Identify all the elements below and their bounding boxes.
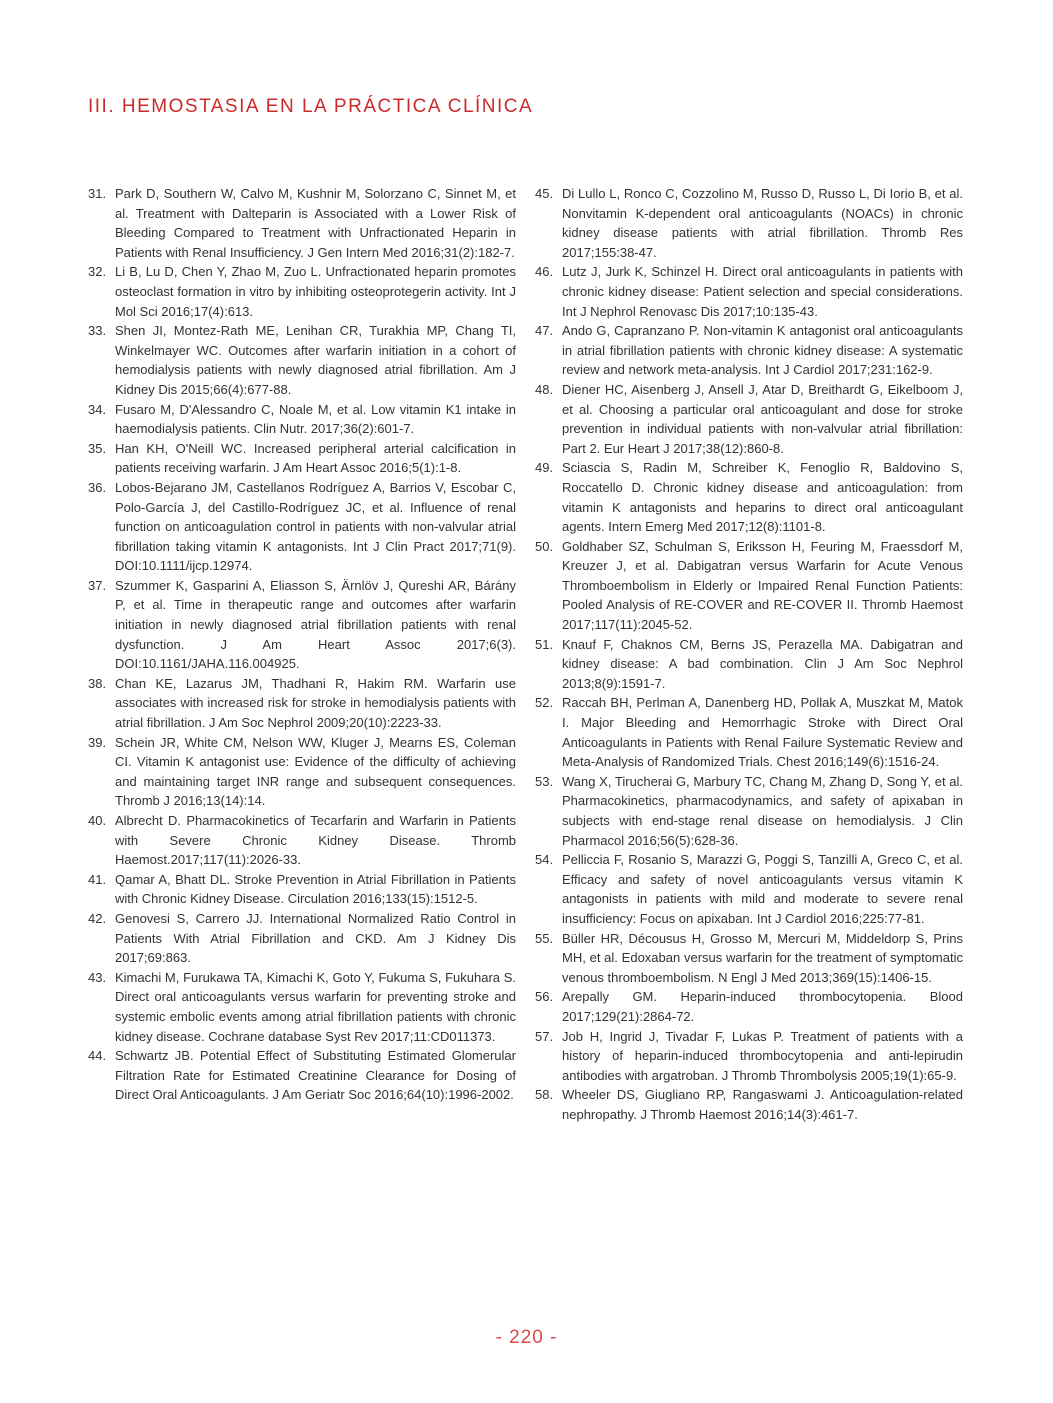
- reference-item: [88, 674, 516, 733]
- reference-item: [535, 458, 963, 536]
- reference-text: Büller HR, Décousus H, Grosso M, Mercuri M, Middeldorp S, Prins MH, et al. Edoxaban versus warfarin for the treatment of symptomatic venous thromboembolism. N Engl J Med 2013;369(15):1406-15.: [562, 930, 963, 985]
- reference-number: 56.: [535, 989, 554, 1005]
- reference-number: 35.: [88, 440, 107, 456]
- reference-item: [88, 400, 516, 439]
- reference-item: [88, 262, 516, 321]
- reference-item: [88, 321, 516, 399]
- reference-item: [535, 537, 963, 635]
- reference-number: 53.: [535, 773, 554, 789]
- reference-text: Chan KE, Lazarus JM, Thadhani R, Hakim RM. Warfarin use associates with increased risk for stroke in hemodialysis patients with atrial fibrillation. J Am Soc Nephrol 2009;20(10):2223-33.: [115, 675, 516, 731]
- reference-item: [88, 439, 516, 478]
- reference-item: [88, 576, 516, 674]
- reference-text: Goldhaber SZ, Schulman S, Eriksson H, Feuring M, Fraessdorf M, Kreuzer J, et al. Dabigatran versus Warfarin for Acute Venous Thromboembolism in Elderly or Impaired Renal Function Patients: Pooled Analysis of RE-COVER and RE-COVER II. Thromb Haemost 2017;117(11):2045-52.: [562, 538, 963, 633]
- reference-number: 31.: [88, 186, 107, 201]
- reference-text: Wang X, Tirucherai G, Marbury TC, Chang M, Zhang D, Song Y, et al. Pharmacokinetics, pharmacodynamics, and safety of apixaban in subjects with end-stage renal disease on hemodialysis. J Clin Pharmacol 2016;56(5):628-36.: [562, 773, 963, 848]
- reference-number: 42.: [88, 910, 107, 926]
- reference-text: Albrecht D. Pharmacokinetics of Tecarfarin and Warfarin in Patients with Severe Chronic Kidney Disease. Thromb Haemost.2017;117(11):2026-33.: [115, 813, 516, 868]
- reference-text: Diener HC, Aisenberg J, Ansell J, Atar D, Breithardt G, Eikelboom J, et al. Choosing a particular oral anticoagulant and dose for stroke prevention in individual patients with non-valvular atrial fibrillation: Part 2. Eur Heart J 2017;38(12):860-8.: [562, 381, 963, 456]
- reference-number: 45.: [535, 186, 554, 201]
- reference-number: 39.: [88, 734, 107, 750]
- reference-item: [535, 1085, 963, 1124]
- reference-text: Sciascia S, Radin M, Schreiber K, Fenoglio R, Baldovino S, Roccatello D. Chronic kidney disease and anticoagulation: from vitamin K antagonists and heparins to direct oral anticoagulant agents. Intern Emerg Med 2017;12(8):1101-8.: [562, 460, 963, 535]
- reference-item: [535, 635, 963, 694]
- references-right-column: [535, 184, 963, 1125]
- reference-item: [88, 478, 516, 576]
- reference-number: 36.: [88, 479, 107, 495]
- reference-text: Park D, Southern W, Calvo M, Kushnir M, Solorzano C, Sinnet M, et al. Treatment with Dalteparin is Associated with a Lower Risk of Bleeding Compared to Treatment with Unfractionated Heparin in Patients with Renal Insufficiency. J Gen Intern Med 2016;31(2):182-7.: [115, 186, 516, 260]
- reference-item: [535, 184, 963, 262]
- reference-number: 38.: [88, 675, 107, 691]
- reference-item: [88, 184, 516, 262]
- reference-item: [535, 693, 963, 771]
- section-header: III. HEMOSTASIA EN LA PRÁCTICA CLÍNICA: [88, 96, 534, 117]
- reference-text: Knauf F, Chaknos CM, Berns JS, Perazella MA. Dabigatran and kidney disease: A bad combination. Clin J Am Soc Nephrol 2013;8(9):1591-7.: [562, 636, 963, 691]
- reference-text: Arepally GM. Heparin-induced thrombocytopenia. Blood 2017;129(21):2864-72.: [562, 989, 963, 1024]
- reference-number: 55.: [535, 930, 554, 946]
- reference-number: 44.: [88, 1048, 107, 1064]
- reference-text: Job H, Ingrid J, Tivadar F, Lukas P. Treatment of patients with a history of heparin-induced thrombocytopenia and anti-lepirudin antibodies with argatroban. J Thromb Thrombolysis 2005;19(1):65-9.: [562, 1028, 963, 1083]
- reference-text: Schein JR, White CM, Nelson WW, Kluger J, Mearns ES, Coleman CI. Vitamin K antagonist use: Evidence of the difficulty of achieving and maintaining target INR range and subsequent consequences. Thromb J 2016;13(14):14.: [115, 734, 516, 809]
- reference-item: [535, 1027, 963, 1086]
- reference-number: 32.: [88, 264, 107, 280]
- reference-item: [88, 909, 516, 968]
- reference-text: Lutz J, Jurk K, Schinzel H. Direct oral anticoagulants in patients with chronic kidney disease: Patient selection and special considerations. Int J Nephrol Renovasc Dis 2017;10:135-43.: [562, 264, 963, 319]
- reference-number: 46.: [535, 264, 554, 280]
- reference-number: 52.: [535, 695, 554, 711]
- reference-number: 50.: [535, 538, 554, 554]
- reference-number: 40.: [88, 813, 107, 828]
- reference-item: [88, 733, 516, 811]
- reference-text: Raccah BH, Perlman A, Danenberg HD, Pollak A, Muszkat M, Matok I. Major Bleeding and Hemorrhagic Stroke with Direct Oral Anticoagulants in Patients with Renal Failure Systematic Review and Meta-Analysis of Randomized Trials. Chest 2016;149(6):1516-24.: [562, 695, 963, 770]
- reference-number: 58.: [535, 1087, 554, 1103]
- reference-item: [88, 870, 516, 909]
- reference-text: Li B, Lu D, Chen Y, Zhao M, Zuo L. Unfractionated heparin promotes osteoclast formation in vitro by inhibiting osteoprotegerin activity. Int J Mol Sci 2016;17(4):613.: [115, 264, 516, 319]
- reference-number: 33.: [88, 323, 107, 339]
- reference-number: 41.: [88, 871, 107, 887]
- reference-number: 54.: [535, 852, 554, 868]
- reference-text: Qamar A, Bhatt DL. Stroke Prevention in Atrial Fibrillation in Patients with Chronic Kidney Disease. Circulation 2016;133(15):1512-5.: [115, 871, 516, 907]
- reference-text: Fusaro M, D'Alessandro C, Noale M, et al. Low vitamin K1 intake in haemodialysis patients. Clin Nutr. 2017;36(2):601-7.: [115, 401, 516, 437]
- page-number: - 220 -: [495, 1327, 558, 1348]
- references-left-column: [88, 184, 516, 1105]
- reference-text: Kimachi M, Furukawa TA, Kimachi K, Goto Y, Fukuma S, Fukuhara S. Direct oral anticoagulants versus warfarin for preventing stroke and systemic embolic events among atrial fibrillation patients with chronic kidney disease. Cochrane database Syst Rev 2017;11:CD011373.: [115, 969, 516, 1044]
- reference-number: 48.: [535, 381, 554, 397]
- reference-item: [88, 968, 516, 1046]
- reference-text: Shen JI, Montez-Rath ME, Lenihan CR, Turakhia MP, Chang TI, Winkelmayer WC. Outcomes after warfarin initiation in a cohort of hemodialysis patients with newly diagnosed atrial fibrillation. Am J Kidney Dis 2015;66(4):677-88.: [115, 323, 516, 397]
- reference-item: [88, 811, 516, 870]
- reference-text: Pelliccia F, Rosanio S, Marazzi G, Poggi S, Tanzilli A, Greco C, et al. Efficacy and safety of novel anticoagulants versus vitamin K antagonists in patients with mild and moderate to severe renal insufficiency: Focus on apixaban. Int J Cardiol 2016;225:77-81.: [562, 852, 963, 926]
- reference-item: [535, 380, 963, 458]
- reference-text: Han KH, O'Neill WC. Increased peripheral arterial calcification in patients receiving warfarin. J Am Heart Assoc 2016;5(1):1-8.: [115, 440, 516, 476]
- reference-item: [535, 772, 963, 850]
- reference-number: 34.: [88, 401, 107, 417]
- reference-item: [535, 262, 963, 321]
- reference-number: 57.: [535, 1028, 554, 1044]
- reference-item: [535, 850, 963, 928]
- reference-text: Lobos-Bejarano JM, Castellanos Rodríguez A, Barrios V, Escobar C, Polo-García J, del Castillo-Rodríguez JC, et al. Influence of renal function on anticoagulation control in patients with non-valvular atrial fibrillation taking vitamin K antagonists. Int J Clin Pract 2017;71(9). DOI:10.1111/ijcp.12974.: [115, 479, 516, 574]
- reference-number: 43.: [88, 969, 107, 985]
- reference-number: 49.: [535, 460, 554, 476]
- reference-item: [535, 987, 963, 1026]
- reference-number: 51.: [535, 636, 554, 652]
- reference-number: 47.: [535, 323, 554, 339]
- reference-text: Ando G, Capranzano P. Non-vitamin K antagonist oral anticoagulants in atrial fibrillation patients with chronic kidney disease: A systematic review and network meta-analysis. Int J Cardiol 2017;231:162-9.: [562, 323, 963, 378]
- reference-item: [535, 321, 963, 380]
- reference-number: 37.: [88, 577, 107, 593]
- reference-text: Genovesi S, Carrero JJ. International Normalized Ratio Control in Patients With Atrial Fibrillation and CKD. Am J Kidney Dis 2017;69:863.: [115, 910, 516, 966]
- reference-text: Szummer K, Gasparini A, Eliasson S, Ärnlöv J, Qureshi AR, Bárány P, et al. Time in therapeutic range and outcomes after warfarin initiation in newly diagnosed atrial fibrillation patients with renal dysfunction. J Am Heart Assoc 2017;6(3). DOI:10.1161/JAHA.116.004925.: [115, 577, 516, 672]
- reference-item: [88, 1046, 516, 1105]
- reference-text: Di Lullo L, Ronco C, Cozzolino M, Russo D, Russo L, Di Iorio B, et al. Nonvitamin K-dependent oral anticoagulants (NOACs) in chronic kidney disease patients with atrial fibrillation. Thromb Res 2017;155:38-47.: [562, 186, 963, 260]
- reference-text: Schwartz JB. Potential Effect of Substituting Estimated Glomerular Filtration Rate for Estimated Creatinine Clearance for Dosing of Direct Oral Anticoagulants. J Am Geriatr Soc 2016;64(10):1996-2002.: [115, 1048, 516, 1103]
- reference-text: Wheeler DS, Giugliano RP, Rangaswami J. Anticoagulation-related nephropathy. J Thromb Haemost 2016;14(3):461-7.: [562, 1087, 963, 1122]
- reference-item: [535, 929, 963, 988]
